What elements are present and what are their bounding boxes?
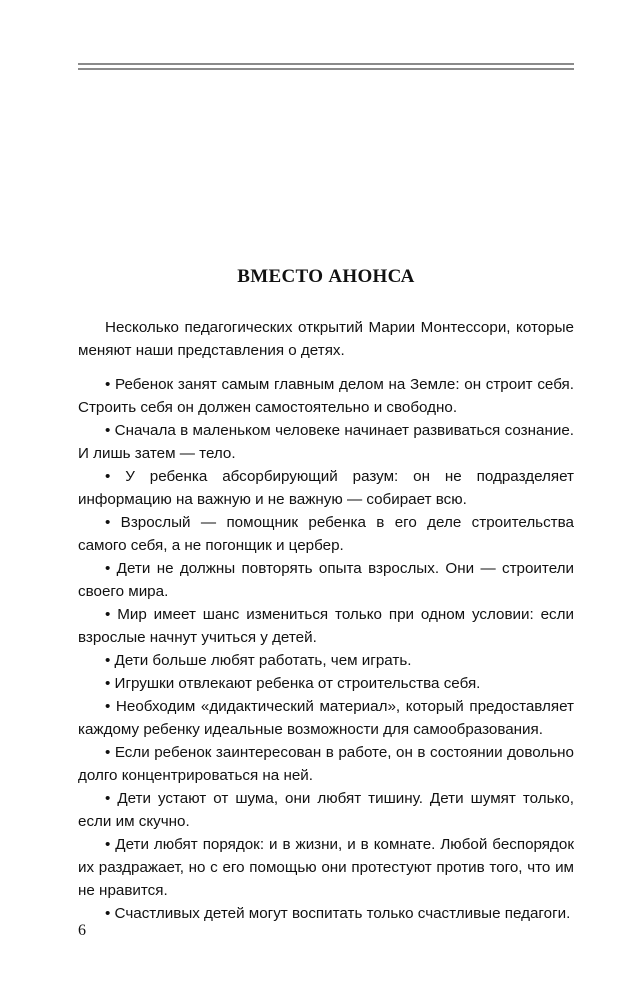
list-item: • Игрушки отвлекают ребенка от строительства себя. <box>105 675 481 692</box>
list-item: • У ребенка абсорбирующий разум: он не подразделяет информацию на важную и не важную — собирает всю. <box>78 468 574 508</box>
discoveries-list <box>78 373 574 925</box>
list-item: • Взрослый — помощник ребенка в его деле строительства самого себя, а не погонщик и цербер. <box>78 514 574 554</box>
list-item: • Дети любят порядок: и в жизни, и в комнате. Любой беспорядок их раздражает, но с его помощью они протестуют против того, что им не нравится. <box>78 836 574 899</box>
list-item: • Ребенок занят самым главным делом на Земле: он строит себя. Строить себя он должен самостоятельно и свободно. <box>78 376 574 416</box>
list-item: • Дети не должны повторять опыта взрослых. Они — строители своего мира. <box>78 560 574 600</box>
list-item: • Дети больше любят работать, чем играть. <box>105 652 412 669</box>
header-rule-top <box>78 63 574 65</box>
list-item: • Мир имеет шанс измениться только при одном условии: если взрослые начнут учиться у детей. <box>78 606 574 646</box>
list-item: • Необходим «дидактический материал», который предоставляет каждому ребенку идеальные возможности для самообразования. <box>78 698 574 738</box>
chapter-title: ВМЕСТО АНОНСА <box>237 266 415 287</box>
header-rule-bottom <box>78 68 574 70</box>
list-item: • Дети устают от шума, они любят тишину. Дети шумят только, если им скучно. <box>78 790 574 830</box>
list-item: • Сначала в маленьком человеке начинает развиваться сознание. И лишь затем — тело. <box>78 422 574 462</box>
list-item: • Счастливых детей могут воспитать только счастливые педагоги. <box>105 905 571 922</box>
intro-section <box>78 316 574 362</box>
intro-paragraph: Несколько педагогических открытий Марии Монтессори, которые меняют наши представления о детях. <box>78 319 574 359</box>
page-number: 6 <box>78 922 86 939</box>
list-item: • Если ребенок заинтересован в работе, он в состоянии довольно долго концентрироваться на ней. <box>78 744 574 784</box>
